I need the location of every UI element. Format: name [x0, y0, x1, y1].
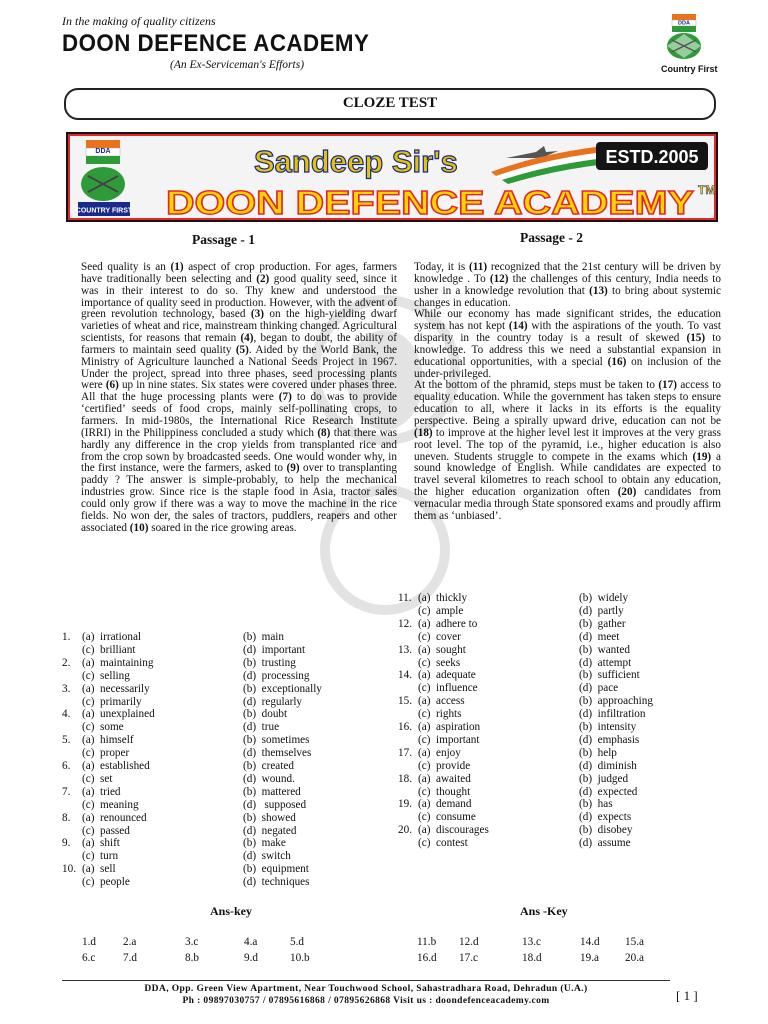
- question-number: 10.: [62, 863, 76, 876]
- question-number: 7.: [62, 785, 71, 798]
- svg-text:DDA: DDA: [678, 20, 690, 27]
- option-a: (a) irrational: [82, 631, 142, 643]
- passage-2-text: Today, it is (11) recognized that the 21st century will be driven by knowledge . To (12) the challenges of this century, India needs to usher in a knowledge revolution that (13) to bring about systemic changes in education. While our economy has made significant strides, the education system has not kept (14) with the aspirations of the youth. To vast disparity in the country today is a result of skewed (15) to knowledge. To address this we need a substantial expansion in educational opportunities, with a special (16) on inclusion of the under-privileged. At the bottom of the phramid, steps must be taken to (17) access to equality education. While the government has taken steps to ensure education to all, where it lacks in its efforts is the equality perspective. Being a spirally upward drive, education can not be (18) to improve at the higher level lest it improves at the very grass root level. The top of the pyramid, i.e., higher education is also uneven. Students struggle to compete in the exams which (19) a sound knowledge of English. While candidates are expected to travel several kilometres to reach school to obtain any education, the higher education organization often (20) candidates from vernacular media through State sponsored exams and proudly affirm them as ‘unbiased’.: [414, 261, 722, 522]
- option-d: (d) attempt: [579, 656, 632, 669]
- option-c: (c) people: [82, 876, 130, 889]
- option-a: (a) himself: [82, 734, 134, 747]
- option-b: (b) sometimes: [243, 734, 310, 747]
- academy-name: DOON DEFENCE ACADEMY: [62, 30, 370, 57]
- ans-key-item: 5.d: [290, 936, 304, 948]
- option-c: (c) ample: [418, 604, 464, 617]
- ans-key-1-heading: Ans-key: [210, 904, 253, 918]
- option-d: (d) supposed: [243, 798, 307, 811]
- academy-banner: [66, 132, 718, 222]
- question-number: 15.: [398, 695, 412, 708]
- passage-1-heading: Passage - 1: [192, 232, 255, 247]
- ans-key-2-heading: Ans -Key: [520, 904, 568, 918]
- option-d: (d) true: [243, 721, 280, 734]
- ans-key-item: 13.c: [522, 936, 541, 948]
- option-a: (a) adequate: [418, 669, 476, 682]
- banner-tm: TM: [698, 183, 716, 197]
- option-a: (a) established: [82, 760, 150, 772]
- option-a: (a) necessarily: [82, 682, 150, 695]
- page-title: CLOZE TEST: [342, 95, 438, 111]
- ans-key-item: 19.a: [580, 952, 599, 964]
- question-number: 8.: [62, 811, 71, 824]
- option-b: (b) intensity: [579, 721, 637, 733]
- ans-key-item: 15.a: [625, 936, 644, 948]
- option-b: (b) doubt: [243, 708, 288, 721]
- question-number: 19.: [398, 798, 412, 811]
- option-c: (c) some: [82, 721, 124, 734]
- option-b: (b) main: [243, 631, 285, 643]
- option-d: (d) infiltration: [579, 708, 646, 721]
- option-d: (d) partly: [579, 604, 624, 617]
- question-number: 6.: [62, 760, 71, 772]
- option-a: (a) adhere to: [418, 617, 478, 630]
- option-b: (b) mattered: [243, 785, 301, 798]
- option-d: (d) emphasis: [579, 733, 640, 746]
- option-c: (c) consume: [418, 811, 476, 824]
- banner-academy: DOON DEFENCE ACADEMY: [166, 184, 694, 221]
- option-c: (c) provide: [418, 759, 471, 772]
- option-b: (b) sufficient: [579, 669, 640, 682]
- option-a: (a) discourages: [418, 824, 489, 837]
- option-a: (a) awaited: [418, 772, 471, 785]
- ans-key-item: 10.b: [290, 952, 310, 964]
- ans-key-item: 6.c: [82, 952, 96, 964]
- question-number: 18.: [398, 772, 412, 785]
- option-d: (d) important: [243, 643, 306, 656]
- passage-1-text: Seed quality is an (1) aspect of crop production. For ages, farmers have traditionally been selecting and (2) good quality seed, since it was in their interest to do so. Thy knew and understood the importance of quality seed in production. However, with the advent of green revolution technology, based (3) on the high-yielding dwarf varieties of wheat and rice, mainstream thinking changed. Agricultural scientists, for reasons that remain (4), began to doubt, the ability of farmers to maintain seed quality (5). Aided by the World Bank, the Ministry of Agriculture launched a National Seeds Project in 1967. Under the project, spread into three phases, seed processing plants were (6) up in nine states. Six states were covered under phases three. All that the huge processing plants were (7) to do was to provide ‘certified’ seeds of food crops, mainly self-pollinating crops, to farmers. In mid-1980s, the International Rice Research Institute (IRRI) in the Philippiness concluded a study which (8) that there was hardly any difference in the crop yields from transplanted rice and from the crop sown by broadcasted seeds. One would wonder why, in the first instance, were the farmers, asked to (9) over to transplanting paddy ? The answer is simple-probably, to help the mechanical industries grow. Since rice is the staple food in Asia, tractor sales could only grow if there was a way to move the machine in the rice fields. No won der, the sales of tractors, puddlers, reapers and other associated (10) soared in the rice growing areas.: [81, 261, 398, 534]
- option-d: (d) regularly: [243, 695, 303, 708]
- option-d: (d) processing: [243, 669, 310, 682]
- banner-estd: ESTD.2005: [605, 147, 699, 167]
- option-a: (a) unexplained: [82, 708, 155, 721]
- option-b: (b) equipment: [243, 863, 309, 876]
- option-c: (c) primarily: [82, 695, 142, 708]
- ans-key-item: 18.d: [522, 952, 542, 964]
- question-number: 12.: [398, 617, 412, 630]
- ans-key-item: 14.d: [580, 936, 600, 948]
- question-number: 17.: [398, 746, 412, 759]
- ans-key-item: 8.b: [185, 952, 199, 964]
- option-c: (c) thought: [418, 785, 471, 798]
- banner-name: Sandeep Sir's: [254, 144, 458, 179]
- ans-key-item: 12.d: [459, 936, 479, 948]
- option-b: (b) wanted: [579, 643, 630, 656]
- option-c: (c) selling: [82, 669, 130, 682]
- option-c: (c) seeks: [418, 656, 461, 669]
- ans-key-item: 2.a: [123, 936, 137, 948]
- option-a: (a) shift: [82, 837, 120, 850]
- option-a: (a) demand: [418, 798, 472, 811]
- option-d: (d) switch: [243, 850, 291, 863]
- option-b: (b) approaching: [579, 695, 653, 708]
- option-d: (d) expects: [579, 811, 632, 824]
- option-c: (c) turn: [82, 850, 119, 863]
- academy-subtitle: (An Ex-Serviceman's Efforts): [170, 59, 305, 71]
- option-b: (b) showed: [243, 811, 296, 824]
- footer-contact: Ph : 09897030757 / 07895616868 / 07895626868 Visit us : doondefenceacademy.com: [182, 996, 550, 1006]
- question-number: 13.: [398, 643, 412, 656]
- question-number: 4.: [62, 708, 71, 721]
- tagline: In the making of quality citizens: [62, 14, 216, 28]
- footer-divider: [62, 980, 670, 981]
- option-b: (b) has: [579, 798, 613, 811]
- banner-logo-text: DDA: [95, 148, 111, 155]
- option-d: (d) assume: [579, 837, 631, 850]
- option-c: (c) cover: [418, 630, 461, 643]
- option-d: (d) meet: [579, 630, 620, 643]
- option-b: (b) exceptionally: [243, 682, 322, 695]
- ans-key-item: 11.b: [417, 936, 437, 948]
- question-number: 9.: [62, 837, 71, 850]
- option-c: (c) important: [418, 733, 480, 746]
- option-a: (a) maintaining: [82, 656, 154, 669]
- option-c: (c) influence: [418, 682, 478, 695]
- option-a: (a) access: [418, 695, 465, 708]
- option-c: (c) set: [82, 772, 113, 785]
- option-d: (d) wound.: [243, 772, 295, 785]
- option-b: (b) trusting: [243, 656, 296, 669]
- question-number: 20.: [398, 824, 412, 837]
- banner-country-first: COUNTRY FIRST: [75, 207, 133, 215]
- option-c: (c) proper: [82, 747, 130, 760]
- ans-key-item: 4.a: [244, 936, 258, 948]
- option-c: (c) passed: [82, 824, 130, 837]
- country-first-label: Country First: [661, 64, 718, 74]
- option-c: (c) brilliant: [82, 643, 136, 656]
- ans-key-item: 9.d: [244, 952, 258, 964]
- question-number: 14.: [398, 669, 412, 682]
- option-d: (d) themselves: [243, 747, 312, 760]
- option-d: (d) negated: [243, 824, 297, 837]
- option-c: (c) rights: [418, 708, 462, 721]
- question-number: 1.: [62, 631, 71, 643]
- option-b: (b) widely: [579, 592, 629, 604]
- option-b: (b) created: [243, 760, 294, 772]
- option-b: (b) judged: [579, 772, 629, 785]
- option-a: (a) enjoy: [418, 746, 461, 759]
- option-a: (a) sought: [418, 643, 466, 656]
- ans-key-item: 17.c: [459, 952, 478, 964]
- option-c: (c) contest: [418, 837, 468, 850]
- question-number: 11.: [398, 592, 412, 604]
- ans-key-item: 3.c: [185, 936, 199, 948]
- option-b: (b) gather: [579, 617, 626, 630]
- option-a: (a) renounced: [82, 811, 147, 824]
- option-b: (b) make: [243, 837, 286, 850]
- ans-key-item: 7.d: [123, 952, 137, 964]
- option-d: (d) diminish: [579, 759, 637, 772]
- option-b: (b) disobey: [579, 824, 633, 837]
- question-number: 3.: [62, 682, 71, 695]
- ans-key-item: 16.d: [417, 952, 437, 964]
- page-number: [ 1 ]: [676, 988, 698, 1003]
- option-c: (c) meaning: [82, 798, 139, 811]
- footer-address: DDA, Opp. Green View Apartment, Near Touchwood School, Sahastradhara Road, Dehradun (U.A.): [144, 984, 588, 994]
- ans-key-item: 20.a: [625, 952, 644, 964]
- academy-emblem-icon: [658, 12, 710, 64]
- option-a: (a) thickly: [418, 592, 468, 604]
- option-d: (d) expected: [579, 785, 638, 798]
- question-number: 2.: [62, 656, 71, 669]
- question-number: 16.: [398, 721, 412, 733]
- option-a: (a) aspiration: [418, 721, 481, 733]
- ans-key-item: 1.d: [82, 936, 96, 948]
- question-number: 5.: [62, 734, 71, 747]
- option-b: (b) help: [579, 746, 617, 759]
- option-a: (a) tried: [82, 785, 121, 798]
- option-d: (d) pace: [579, 682, 619, 695]
- passage-2-heading: Passage - 2: [520, 230, 583, 245]
- option-a: (a) sell: [82, 863, 116, 876]
- option-d: (d) techniques: [243, 876, 310, 889]
